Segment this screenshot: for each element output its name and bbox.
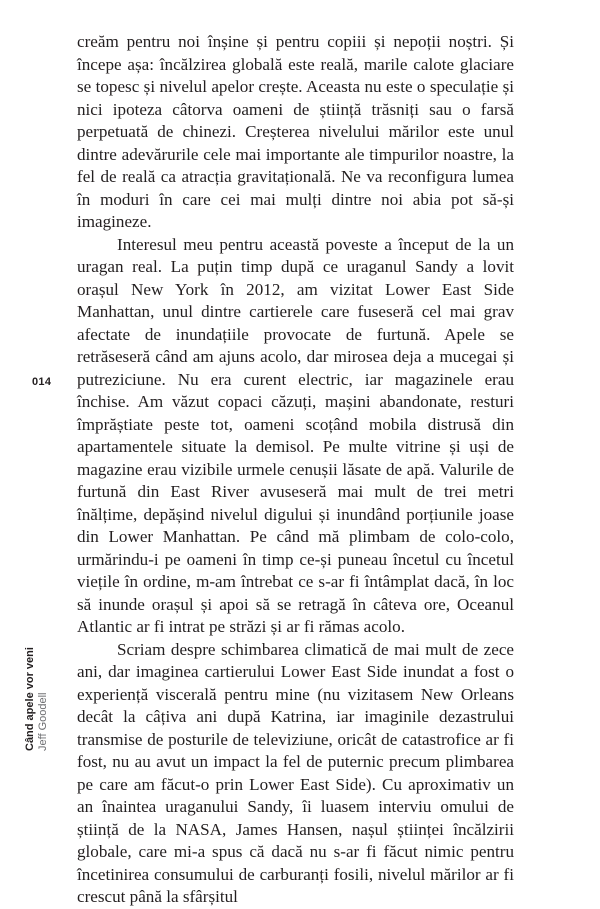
author-name: Jeff Goodell [37,692,49,751]
body-text [77,31,514,909]
page-number: 014 [32,376,52,388]
running-head [24,647,50,751]
book-title: Când apele vor veni [24,647,36,751]
paragraph-2: Interesul meu pentru această poveste a început de la un uragan real. La puțin timp după ce uraganul Sandy a lovit orașul New York în 2012, am vizitat Lower East Side Manhattan, unul dintre cartierele care fuseseră cel mai grav afectate de inundațiile provocate de furtună. Apele se retrăseseră când am ajuns acolo, dar mirosea deja a mucegai și putreziciune. Nu era curent electric, iar magazinele erau închise. Am văzut copaci căzuți, mașini abandonate, resturi împrăștiate peste tot, oameni scoțând mobila distrusă din apartamentele situate la demisol. Pe multe vitrine și uși de magazine erau vizibile urmele cenușii lăsate de apă. Valurile de furtună din East River avuseseră mai mult de trei metri înălțime, depășind nivelul digului și inundând porțiunile joase din Lower Manhattan. Pe când mă plimbam de colo-colo, urmărindu-i pe oameni în timp ce-și puneau încetul cu încetul viețile în ordine, m-am întrebat ce s-ar fi întâmplat dacă, în loc să inunde orașul și apoi să se retragă în câteva ore, Oceanul Atlantic ar fi intrat pe străzi și ar fi rămas acolo. [77,234,514,636]
paragraph-3: Scriam despre schimbarea climatică de mai mult de zece ani, dar imaginea cartierului Lower East Side inundat a fost o experiență viscerală pentru mine (nu vizitasem New Orleans decât la câțiva ani după Katrina, iar imaginile dezastrului transmise de posturile de televiziune, oricât de catastrofice ar fi fost, nu au avut un impact la fel de puternic precum plimbarea pe care am făcut-o prin Lower East Side). Cu aproximativ un an înaintea uraganului Sandy, îi luasem interviu omului de știință de la NASA, James Hansen, nașul științei încălzirii globale, care mi-a spus că dacă nu s-ar fi făcut nimic pentru încetinirea consumului de carburanți fosili, nivelul mărilor ar fi crescut până la sfârșitul [77,639,514,906]
paragraph-1: creăm pentru noi înșine și pentru copiii și nepoții noștri. Și începe așa: încălzirea globală este reală, marile calote glaciare se topesc și nivelul apelor crește. Aceasta nu este o speculație și nici ipoteza câtorva oameni de știință trăsniți sau o farsă perpetuată de chinezi. Creșterea nivelului mărilor este unul dintre adevărurile cele mai importante ale timpurilor noastre, la fel de reală ca atracția gravitațională. Ne va reconfigura lumea în moduri în care cei mai mulți dintre noi abia pot să-și imagineze. [77,32,514,231]
